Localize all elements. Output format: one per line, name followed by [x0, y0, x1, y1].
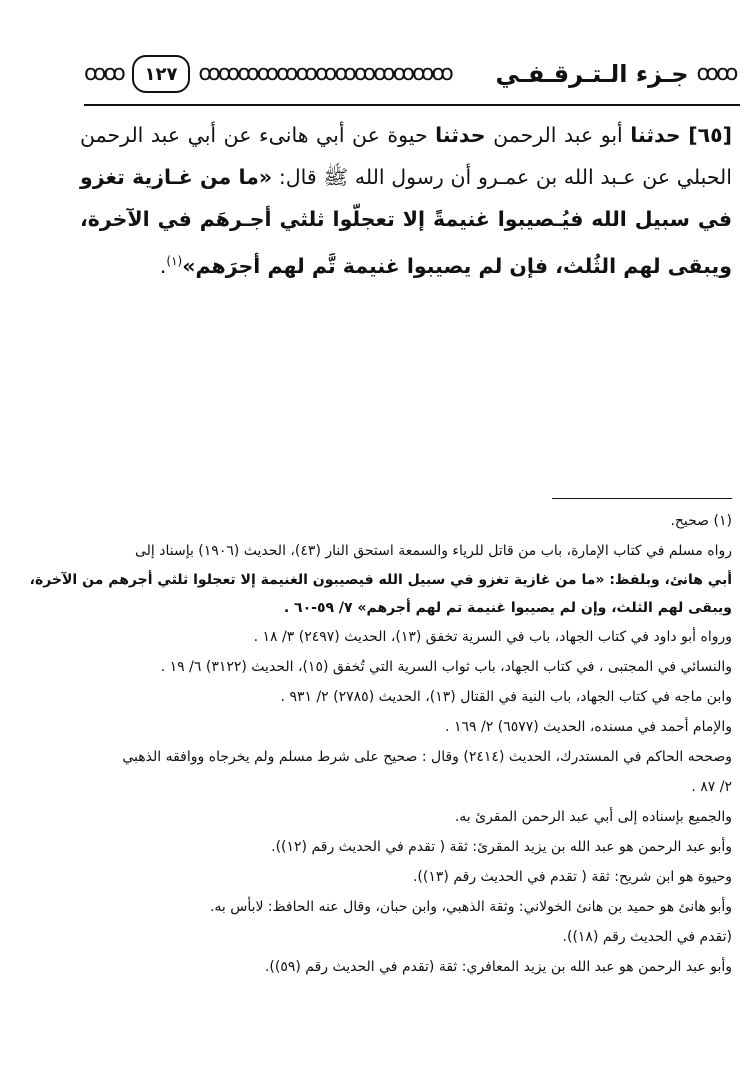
footnote-line: وأبو هانئ هو حميد بن هانئ الخولاني: وثقة الذهبي، وابن حبان، وقال عنه الحافظ: لابأس به.	[209, 899, 732, 915]
hadith-number: [٦٥]	[688, 123, 732, 147]
ornament-glyph: ꝏ	[696, 61, 716, 86]
footnote-line: أبي هانئ، وبلفظ: «ما من غازية تغزو في سبيل الله فيصيبون الغنيمة إلا تعجلوا ثلثي أجرهم من الآخرة،	[29, 572, 732, 588]
ornament-glyph: ꝏ	[198, 63, 218, 85]
page-number: ١٢٧	[132, 55, 191, 93]
ornament-glyph: ꝏ	[412, 63, 432, 85]
ornament-glyph: ꝏ	[715, 61, 736, 86]
ornament-glyph: ꝏ	[103, 61, 123, 86]
footnote-line: والجميع بإسناده إلى أبي عبد الرحمن المقرئ به.	[454, 809, 732, 825]
ornament-right	[697, 63, 740, 85]
ornament-glyph: ꝏ	[295, 63, 315, 85]
isnad-narrator: أبو عبد الرحمن	[493, 123, 623, 147]
hadith-matn: «ما من غـازية تغزو في سبيل الله فيُـصيبوا غنيمةً إلا تعجلّوا ثلثي أجـرهَم في الآخرة، ويبقى لهم الثُلث، فإن لم يصيبوا غنيمة تَّم لهم أجرَهم»	[80, 165, 732, 278]
hadith-end: .	[159, 253, 167, 278]
ornament-glyph: ꝏ	[334, 63, 354, 85]
running-header	[84, 48, 740, 106]
footnote-line: والإمام أحمد في مسنده، الحديث (٦٥٧٧) ٢/ ١٦٩ .	[445, 719, 732, 735]
footnote-line: ويبقى لهم الثلث، وإن لم يصيبوا غنيمة تم لهم أجرهم» ٧/ ٥٩-٦٠ .	[283, 600, 732, 616]
ornament-glyph: ꝏ	[237, 63, 257, 85]
footnotes	[29, 506, 732, 982]
isnad-haddathana: حدثنا	[630, 123, 681, 147]
isnad-chain: حيوة عن أبي هانىء عن أبي عبد الرحمن الحبلي عن عـبد الله بن عمـرو أن رسول الله ﷺ قال:	[80, 123, 732, 189]
footnote-line: ٢/ ٨٧ .	[691, 779, 732, 795]
footnote-line: (تقدم في الحديث رقم (١٨)).	[562, 929, 732, 945]
ornament-glyph: ꝏ	[392, 63, 412, 85]
hadith-text	[80, 114, 732, 287]
book-title: جـزء الـتـرقـفـي	[495, 60, 689, 88]
footnote-line: وابن ماجه في كتاب الجهاد، باب النية في القتال (١٣)، الحديث (٢٧٨٥) ٢/ ٩٣١ .	[280, 689, 732, 705]
footnote-ref: (١)	[166, 254, 183, 268]
ornament-left	[84, 63, 126, 85]
ornament-glyph: ꝏ	[353, 63, 374, 85]
ornament-glyph: ꝏ	[84, 61, 104, 86]
footnote-line: وصححه الحاكم في المستدرك، الحديث (٢٤١٤) وقال : صحيح على شرط مسلم ولم يخرجاه ووافقه الذهبي	[122, 749, 732, 765]
ornament-glyph: ꝏ	[217, 63, 238, 85]
isnad-haddathana: حدثنا	[435, 123, 486, 147]
footnote-line: ورواه أبو داود في كتاب الجهاد، باب في السرية تخفق (١٣)، الحديث (٢٤٩٧) ٣/ ١٨ .	[253, 629, 732, 645]
ornament-glyph: ꝏ	[431, 63, 451, 85]
ornament-middle	[198, 63, 487, 85]
ornament-glyph: ꝏ	[276, 63, 296, 85]
footnote-line: (١) صحيح.	[670, 513, 732, 529]
footnote-line: رواه مسلم في كتاب الإمارة، باب من قاتل للرياء والسمعة استحق النار (٤٣)، الحديث (١٩٠٦) بإسناد إلى	[134, 543, 732, 559]
footnote-line: والنسائي في المجتبى ، في كتاب الجهاد، باب ثواب السرية التي تُخفق (١٥)، الحديث (٣١٢٢) ٦/ ١٩ .	[160, 659, 732, 675]
footnote-line: وأبو عبد الرحمن هو عبد الله بن يزيد المقرئ: ثقة ( تقدم في الحديث رقم (١٢)).	[271, 839, 732, 855]
ornament-glyph: ꝏ	[373, 63, 393, 85]
ornament-glyph: ꝏ	[314, 63, 335, 85]
ornament-glyph: ꝏ	[256, 63, 277, 85]
footnote-line: وأبو عبد الرحمن هو عبد الله بن يزيد المعافري: ثقة (تقدم في الحديث رقم (٥٩)).	[264, 959, 732, 975]
footnote-separator	[552, 498, 732, 499]
footnote-line: وحيوة هو ابن شريح: ثقة ( تقدم في الحديث رقم (١٣)).	[412, 869, 732, 885]
